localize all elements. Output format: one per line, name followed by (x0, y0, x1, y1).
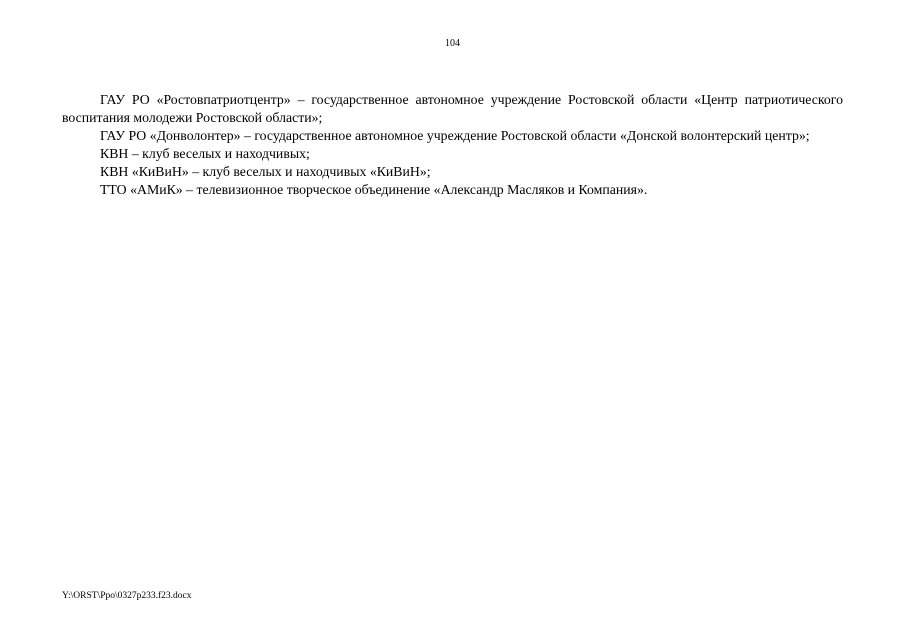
abbreviation-paragraph: ГАУ РО «Донволонтер» – государственное автономное учреждение Ростовской области «Донской волонтерский центр»; (100, 128, 810, 143)
abbreviation-paragraph: ТТО «АМиК» – телевизионное творческое объединение «Александр Масляков и Компания». (100, 182, 648, 197)
abbreviation-paragraph: КВН «КиВиН» – клуб веселых и находчивых «КиВиН»; (100, 164, 431, 179)
page-number: 104 (445, 38, 460, 49)
abbreviation-paragraph: КВН – клуб веселых и находчивых; (100, 146, 310, 161)
abbreviations-list (62, 91, 843, 199)
abbreviation-paragraph: ГАУ РО «Ростовпатриотцентр» – государственное автономное учреждение Ростовской области «Центр патриотического воспитания молодежи Ростовской области»; (62, 92, 843, 125)
footer-file-path: Y:\ORST\Ppo\0327p233.f23.docx (62, 591, 192, 601)
